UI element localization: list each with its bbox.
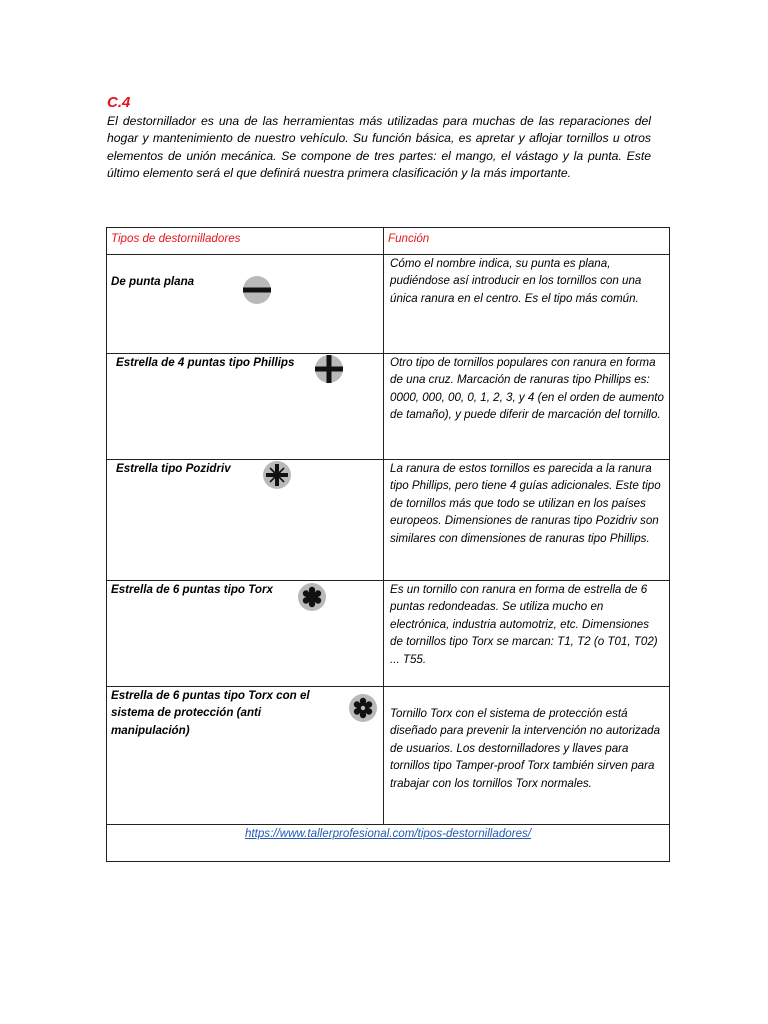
type-cell bbox=[107, 581, 384, 687]
table-row bbox=[107, 581, 670, 687]
type-cell bbox=[107, 354, 384, 460]
table-row bbox=[107, 460, 670, 581]
table-row bbox=[107, 687, 670, 825]
source-cell bbox=[107, 825, 670, 862]
table-row bbox=[107, 255, 670, 354]
source-row bbox=[107, 825, 670, 862]
source-link[interactable]: https://www.tallerprofesional.com/tipos-destornilladores/ bbox=[244, 827, 532, 840]
function-cell: La ranura de estos tornillos es parecida a la ranura tipo Phillips, pero tiene 4 guías adicionales. Este tipo de tornillos más que todo se utilizan en los países europeos. Dimensiones de ranuras tipo Pozidriv son similares con dimensiones de ranuras tipo Phillips. bbox=[384, 460, 670, 581]
header-types: Tipos de destornilladores bbox=[107, 228, 384, 255]
pozidriv-screw-icon bbox=[262, 460, 292, 490]
phillips-screw-icon bbox=[314, 354, 344, 384]
intro-paragraph: El destornillador es una de las herramientas más utilizadas para muchas de las reparaciones del hogar y mantenimiento de nuestro vehículo. Su función básica, es apretar y aflojar tornillos u otros elementos de unión mecánica. Se compone de tres partes: el mango, el vástago y la punta. Este último elemento será el que definirá nuestra primera clasificación y la más importante. bbox=[107, 114, 651, 181]
type-name: De punta plana bbox=[111, 275, 195, 288]
function-cell: Es un tornillo con ranura en forma de estrella de 6 puntas redondeadas. Se utiliza mucho en electrónica, industria automotriz, etc. Dimensiones de tornillos tipo Torx se marcan: T1, T2 (o T01, T02) ... T55. bbox=[384, 581, 670, 687]
table-row bbox=[107, 354, 670, 460]
type-cell bbox=[107, 255, 384, 354]
header-function: Función bbox=[384, 228, 670, 255]
torx-screw-icon bbox=[297, 582, 327, 612]
function-cell: Tornillo Torx con el sistema de protección está diseñado para prevenir la intervención no autorizada de usuarios. Los destornilladores y llaves para tornillos tipo Tamper-proof Torx también sirven para trabajar con los tornillos Torx normales. bbox=[384, 687, 670, 825]
function-cell: Cómo el nombre indica, su punta es plana, pudiéndose así introducir en los tornillos con una única ranura en el centro. Es el tipo más común. bbox=[384, 255, 670, 354]
section-heading: C.4 bbox=[107, 94, 131, 111]
type-cell bbox=[107, 460, 384, 581]
tamper-torx-screw-icon bbox=[348, 693, 378, 723]
type-name: Estrella de 6 puntas tipo Torx bbox=[111, 583, 273, 596]
type-name: Estrella tipo Pozidriv bbox=[116, 462, 231, 475]
function-cell: Otro tipo de tornillos populares con ranura en forma de una cruz. Marcación de ranuras tipo Phillips es: 0000, 000, 00, 0, 1, 2, 3, y 4 (en el orden de aumento de tamaño), y puede diferir de marcación del tornillo. bbox=[384, 354, 670, 460]
type-cell bbox=[107, 687, 384, 825]
flat-screw-icon bbox=[242, 275, 272, 305]
table-header-row bbox=[107, 228, 670, 255]
screwdriver-types-table bbox=[106, 227, 670, 862]
type-name: Estrella de 4 puntas tipo Phillips bbox=[116, 356, 295, 369]
type-name: Estrella de 6 puntas tipo Torx con el sistema de protección (anti manipulación) bbox=[111, 689, 310, 737]
